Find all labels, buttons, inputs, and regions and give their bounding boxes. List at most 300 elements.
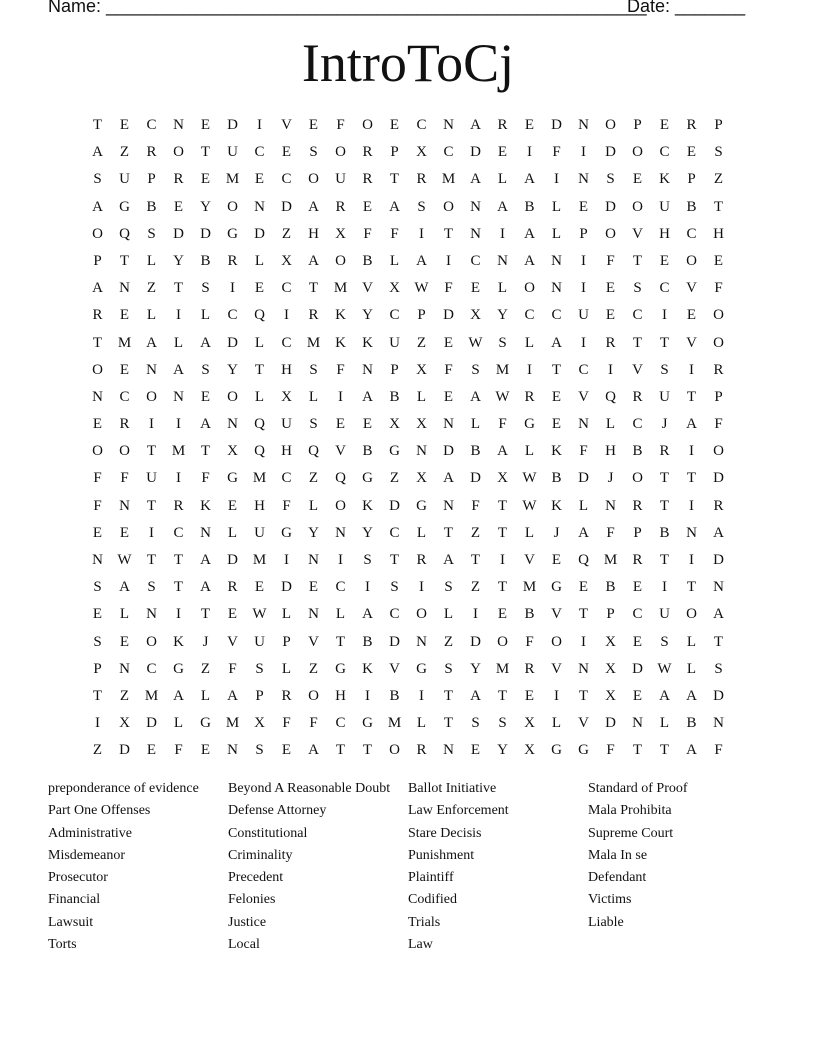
grid-letter[interactable]: T: [713, 198, 724, 215]
grid-letter[interactable]: T: [686, 388, 697, 405]
grid-letter[interactable]: A: [713, 606, 724, 623]
grid-letter[interactable]: E: [281, 144, 292, 161]
grid-letter[interactable]: O: [713, 334, 724, 351]
grid-letter[interactable]: N: [551, 280, 562, 297]
grid-letter[interactable]: L: [200, 687, 211, 704]
grid-letter[interactable]: Y: [470, 660, 481, 677]
grid-letter[interactable]: T: [92, 334, 103, 351]
grid-letter[interactable]: E: [443, 334, 454, 351]
grid-letter[interactable]: P: [282, 633, 291, 650]
grid-letter[interactable]: I: [500, 552, 505, 568]
grid-letter[interactable]: W: [522, 497, 537, 514]
grid-letter[interactable]: L: [497, 171, 508, 188]
grid-letter[interactable]: C: [119, 388, 130, 405]
grid-letter[interactable]: C: [281, 280, 292, 297]
grid-letter[interactable]: F: [471, 497, 480, 514]
grid-letter[interactable]: I: [419, 579, 424, 596]
grid-letter[interactable]: J: [553, 524, 560, 541]
grid-letter[interactable]: P: [687, 171, 696, 188]
grid-letter[interactable]: M: [225, 171, 240, 188]
grid-letter[interactable]: A: [686, 416, 697, 433]
grid-letter[interactable]: A: [308, 742, 319, 759]
grid-letter[interactable]: W: [657, 660, 672, 677]
grid-letter[interactable]: M: [171, 443, 186, 460]
grid-letter[interactable]: M: [495, 361, 510, 378]
grid-letter[interactable]: E: [200, 171, 211, 188]
grid-letter[interactable]: D: [632, 660, 643, 677]
grid-letter[interactable]: F: [282, 715, 291, 732]
grid-letter[interactable]: U: [281, 416, 292, 433]
grid-letter[interactable]: N: [92, 552, 103, 568]
grid-letter[interactable]: R: [227, 579, 238, 596]
grid-letter[interactable]: T: [578, 606, 589, 623]
grid-letter[interactable]: O: [632, 144, 643, 161]
grid-letter[interactable]: X: [281, 388, 292, 405]
grid-letter[interactable]: O: [605, 117, 616, 133]
grid-letter[interactable]: H: [281, 443, 292, 460]
date-field-label[interactable]: Date: _______: [627, 0, 746, 16]
grid-letter[interactable]: I: [284, 307, 289, 324]
grid-letter[interactable]: R: [281, 687, 292, 704]
grid-letter[interactable]: G: [389, 443, 400, 460]
grid-letter[interactable]: I: [365, 687, 370, 704]
grid-letter[interactable]: O: [632, 198, 643, 215]
grid-letter[interactable]: O: [686, 252, 697, 269]
grid-letter[interactable]: E: [254, 579, 265, 596]
grid-letter[interactable]: L: [254, 252, 265, 269]
grid-letter[interactable]: I: [581, 633, 586, 650]
grid-letter[interactable]: D: [578, 470, 589, 487]
grid-letter[interactable]: Z: [119, 687, 130, 704]
grid-letter[interactable]: E: [254, 280, 265, 297]
grid-letter[interactable]: S: [147, 225, 156, 242]
grid-letter[interactable]: A: [524, 171, 535, 188]
grid-letter[interactable]: D: [200, 225, 211, 242]
grid-letter[interactable]: N: [335, 524, 346, 541]
grid-letter[interactable]: N: [713, 715, 724, 732]
grid-letter[interactable]: L: [551, 225, 562, 242]
grid-letter[interactable]: T: [443, 225, 454, 242]
grid-letter[interactable]: B: [605, 579, 616, 596]
grid-letter[interactable]: B: [686, 198, 697, 215]
grid-letter[interactable]: A: [470, 687, 481, 704]
grid-letter[interactable]: A: [200, 552, 211, 568]
grid-letter[interactable]: I: [581, 144, 586, 161]
grid-letter[interactable]: N: [686, 524, 697, 541]
grid-letter[interactable]: E: [200, 117, 211, 133]
grid-letter[interactable]: K: [200, 497, 211, 514]
grid-letter[interactable]: B: [146, 198, 157, 215]
grid-letter[interactable]: N: [146, 361, 157, 378]
grid-letter[interactable]: Z: [308, 660, 319, 677]
grid-letter[interactable]: S: [93, 171, 102, 188]
grid-letter[interactable]: D: [713, 552, 724, 568]
grid-letter[interactable]: X: [605, 633, 616, 650]
grid-letter[interactable]: X: [416, 144, 427, 161]
grid-letter[interactable]: F: [228, 660, 237, 677]
grid-letter[interactable]: O: [227, 388, 238, 405]
grid-letter[interactable]: D: [470, 633, 481, 650]
grid-letter[interactable]: P: [417, 307, 426, 324]
grid-letter[interactable]: O: [308, 171, 319, 188]
grid-letter[interactable]: S: [363, 552, 372, 568]
grid-letter[interactable]: B: [362, 443, 373, 460]
grid-letter[interactable]: G: [227, 470, 238, 487]
grid-letter[interactable]: R: [524, 388, 535, 405]
grid-letter[interactable]: R: [227, 252, 238, 269]
grid-letter[interactable]: G: [362, 470, 373, 487]
grid-letter[interactable]: E: [200, 388, 211, 405]
grid-letter[interactable]: E: [632, 579, 643, 596]
grid-letter[interactable]: D: [713, 470, 724, 487]
grid-letter[interactable]: F: [579, 443, 588, 460]
grid-letter[interactable]: R: [416, 552, 427, 568]
grid-letter[interactable]: O: [146, 388, 157, 405]
grid-letter[interactable]: C: [416, 117, 427, 133]
grid-letter[interactable]: L: [524, 443, 535, 460]
grid-letter[interactable]: Z: [200, 660, 211, 677]
grid-letter[interactable]: N: [416, 633, 427, 650]
grid-letter[interactable]: M: [117, 334, 132, 351]
grid-letter[interactable]: E: [119, 361, 130, 378]
grid-letter[interactable]: L: [254, 334, 265, 351]
grid-letter[interactable]: T: [497, 497, 508, 514]
grid-letter[interactable]: F: [363, 225, 372, 242]
grid-letter[interactable]: C: [227, 307, 238, 324]
grid-letter[interactable]: P: [93, 252, 102, 269]
grid-letter[interactable]: X: [416, 470, 427, 487]
grid-letter[interactable]: N: [254, 198, 265, 215]
grid-letter[interactable]: X: [416, 416, 427, 433]
grid-letter[interactable]: Z: [119, 144, 130, 161]
grid-letter[interactable]: T: [443, 715, 454, 732]
grid-letter[interactable]: W: [495, 388, 510, 405]
grid-letter[interactable]: E: [335, 416, 346, 433]
grid-letter[interactable]: A: [200, 416, 211, 433]
grid-letter[interactable]: T: [146, 443, 157, 460]
grid-letter[interactable]: S: [390, 579, 399, 596]
grid-letter[interactable]: S: [444, 660, 453, 677]
grid-letter[interactable]: N: [119, 497, 130, 514]
grid-letter[interactable]: L: [308, 388, 319, 405]
grid-letter[interactable]: L: [686, 633, 697, 650]
grid-letter[interactable]: R: [605, 334, 616, 351]
grid-letter[interactable]: E: [686, 307, 697, 324]
grid-letter[interactable]: C: [551, 307, 562, 324]
grid-letter[interactable]: V: [389, 660, 400, 677]
grid-letter[interactable]: E: [551, 552, 562, 568]
grid-letter[interactable]: R: [632, 388, 643, 405]
grid-letter[interactable]: Z: [416, 334, 427, 351]
grid-letter[interactable]: B: [686, 715, 697, 732]
grid-letter[interactable]: S: [660, 361, 669, 378]
grid-letter[interactable]: T: [146, 497, 157, 514]
grid-letter[interactable]: Q: [605, 388, 616, 405]
grid-letter[interactable]: V: [335, 443, 346, 460]
grid-letter[interactable]: Q: [254, 307, 265, 324]
grid-letter[interactable]: V: [308, 633, 319, 650]
grid-letter[interactable]: A: [92, 198, 103, 215]
grid-letter[interactable]: N: [443, 742, 454, 759]
grid-letter[interactable]: M: [495, 660, 510, 677]
grid-letter[interactable]: R: [632, 552, 643, 568]
grid-letter[interactable]: L: [443, 606, 454, 623]
grid-letter[interactable]: E: [578, 579, 589, 596]
grid-letter[interactable]: C: [389, 524, 400, 541]
grid-letter[interactable]: I: [662, 579, 667, 596]
grid-letter[interactable]: N: [443, 416, 454, 433]
grid-letter[interactable]: N: [497, 252, 508, 269]
grid-letter[interactable]: E: [659, 252, 670, 269]
grid-letter[interactable]: T: [497, 687, 508, 704]
grid-letter[interactable]: T: [497, 524, 508, 541]
grid-letter[interactable]: L: [605, 416, 616, 433]
grid-letter[interactable]: K: [362, 334, 373, 351]
grid-letter[interactable]: L: [524, 524, 535, 541]
grid-letter[interactable]: N: [119, 660, 130, 677]
grid-letter[interactable]: L: [389, 252, 400, 269]
grid-letter[interactable]: T: [470, 552, 481, 568]
grid-letter[interactable]: O: [92, 443, 103, 460]
grid-letter[interactable]: V: [551, 660, 562, 677]
grid-letter[interactable]: I: [95, 715, 100, 732]
grid-letter[interactable]: O: [686, 606, 697, 623]
grid-letter[interactable]: C: [659, 144, 670, 161]
grid-letter[interactable]: H: [605, 443, 616, 460]
grid-letter[interactable]: C: [146, 660, 157, 677]
grid-letter[interactable]: D: [254, 225, 265, 242]
grid-letter[interactable]: O: [173, 144, 184, 161]
grid-letter[interactable]: N: [578, 171, 589, 188]
grid-letter[interactable]: L: [470, 416, 481, 433]
grid-letter[interactable]: L: [173, 334, 184, 351]
grid-letter[interactable]: M: [225, 715, 240, 732]
grid-letter[interactable]: C: [470, 252, 481, 269]
grid-letter[interactable]: I: [581, 252, 586, 269]
grid-letter[interactable]: F: [93, 497, 102, 514]
grid-letter[interactable]: F: [309, 715, 318, 732]
grid-letter[interactable]: E: [119, 117, 130, 133]
grid-letter[interactable]: U: [227, 144, 238, 161]
grid-letter[interactable]: B: [389, 388, 400, 405]
grid-letter[interactable]: N: [443, 117, 454, 133]
grid-letter[interactable]: P: [579, 225, 588, 242]
grid-letter[interactable]: F: [606, 524, 615, 541]
grid-letter[interactable]: K: [362, 497, 373, 514]
grid-letter[interactable]: F: [336, 117, 345, 133]
grid-letter[interactable]: D: [470, 144, 481, 161]
grid-letter[interactable]: N: [416, 443, 427, 460]
grid-letter[interactable]: A: [308, 252, 319, 269]
grid-letter[interactable]: U: [578, 307, 589, 324]
grid-letter[interactable]: V: [578, 388, 589, 405]
grid-letter[interactable]: I: [230, 280, 235, 297]
grid-letter[interactable]: C: [578, 361, 589, 378]
grid-letter[interactable]: V: [686, 334, 697, 351]
grid-letter[interactable]: A: [200, 334, 211, 351]
grid-letter[interactable]: I: [500, 225, 505, 242]
grid-letter[interactable]: X: [281, 252, 292, 269]
grid-letter[interactable]: X: [524, 715, 535, 732]
grid-letter[interactable]: E: [497, 144, 508, 161]
grid-letter[interactable]: G: [335, 660, 346, 677]
grid-letter[interactable]: V: [281, 117, 292, 133]
grid-letter[interactable]: M: [603, 552, 618, 568]
grid-letter[interactable]: X: [416, 361, 427, 378]
grid-letter[interactable]: T: [659, 497, 670, 514]
grid-letter[interactable]: Z: [470, 579, 481, 596]
grid-letter[interactable]: S: [660, 633, 669, 650]
grid-letter[interactable]: D: [470, 470, 481, 487]
grid-letter[interactable]: T: [389, 171, 400, 188]
grid-letter[interactable]: E: [605, 307, 616, 324]
grid-letter[interactable]: F: [444, 361, 453, 378]
grid-letter[interactable]: L: [416, 715, 427, 732]
grid-letter[interactable]: A: [551, 334, 562, 351]
grid-letter[interactable]: A: [443, 552, 454, 568]
grid-letter[interactable]: R: [659, 443, 670, 460]
grid-letter[interactable]: R: [173, 171, 184, 188]
grid-letter[interactable]: S: [255, 742, 264, 759]
grid-letter[interactable]: N: [200, 524, 211, 541]
grid-letter[interactable]: I: [176, 606, 181, 623]
grid-letter[interactable]: D: [713, 687, 724, 704]
grid-letter[interactable]: X: [497, 470, 508, 487]
grid-letter[interactable]: C: [632, 416, 643, 433]
grid-letter[interactable]: I: [419, 225, 424, 242]
grid-letter[interactable]: P: [606, 606, 615, 623]
grid-letter[interactable]: H: [308, 225, 319, 242]
grid-letter[interactable]: F: [498, 416, 507, 433]
grid-letter[interactable]: X: [119, 715, 130, 732]
grid-letter[interactable]: N: [551, 252, 562, 269]
grid-letter[interactable]: T: [632, 742, 643, 759]
grid-letter[interactable]: A: [308, 198, 319, 215]
grid-letter[interactable]: O: [335, 497, 346, 514]
grid-letter[interactable]: O: [551, 633, 562, 650]
grid-letter[interactable]: E: [173, 198, 184, 215]
grid-letter[interactable]: M: [252, 470, 267, 487]
grid-letter[interactable]: E: [362, 416, 373, 433]
grid-letter[interactable]: I: [365, 579, 370, 596]
grid-letter[interactable]: X: [389, 416, 400, 433]
grid-letter[interactable]: T: [92, 687, 103, 704]
grid-letter[interactable]: M: [522, 579, 537, 596]
grid-letter[interactable]: D: [281, 579, 292, 596]
grid-letter[interactable]: N: [470, 225, 481, 242]
grid-letter[interactable]: O: [227, 198, 238, 215]
grid-letter[interactable]: F: [93, 470, 102, 487]
grid-letter[interactable]: S: [201, 361, 210, 378]
grid-letter[interactable]: Q: [119, 225, 130, 242]
grid-letter[interactable]: T: [200, 606, 211, 623]
grid-letter[interactable]: N: [173, 117, 184, 133]
grid-letter[interactable]: D: [389, 633, 400, 650]
grid-letter[interactable]: T: [173, 579, 184, 596]
grid-letter[interactable]: D: [146, 715, 157, 732]
grid-letter[interactable]: T: [92, 117, 103, 133]
grid-letter[interactable]: Z: [146, 280, 157, 297]
grid-letter[interactable]: C: [443, 144, 454, 161]
grid-letter[interactable]: G: [416, 660, 427, 677]
grid-letter[interactable]: L: [227, 524, 238, 541]
grid-letter[interactable]: B: [659, 524, 670, 541]
grid-letter[interactable]: I: [527, 144, 532, 161]
grid-letter[interactable]: T: [659, 552, 670, 568]
grid-letter[interactable]: I: [419, 687, 424, 704]
grid-letter[interactable]: D: [443, 443, 454, 460]
name-field-label[interactable]: Name: ______________________________________________________: [48, 0, 647, 16]
grid-letter[interactable]: A: [497, 198, 508, 215]
grid-letter[interactable]: E: [686, 144, 697, 161]
grid-letter[interactable]: I: [149, 416, 154, 433]
grid-letter[interactable]: O: [443, 198, 454, 215]
grid-letter[interactable]: E: [605, 280, 616, 297]
grid-letter[interactable]: X: [389, 280, 400, 297]
grid-letter[interactable]: K: [659, 171, 670, 188]
grid-letter[interactable]: I: [581, 280, 586, 297]
grid-letter[interactable]: P: [633, 117, 642, 133]
grid-letter[interactable]: L: [524, 334, 535, 351]
grid-letter[interactable]: M: [144, 687, 159, 704]
grid-letter[interactable]: I: [284, 552, 289, 568]
grid-letter[interactable]: I: [662, 307, 667, 324]
grid-letter[interactable]: O: [389, 742, 400, 759]
grid-letter[interactable]: I: [473, 606, 478, 623]
grid-letter[interactable]: Z: [308, 470, 319, 487]
grid-letter[interactable]: I: [149, 524, 154, 541]
grid-letter[interactable]: E: [659, 117, 670, 133]
grid-letter[interactable]: I: [608, 361, 613, 378]
grid-letter[interactable]: F: [525, 633, 534, 650]
grid-letter[interactable]: T: [686, 470, 697, 487]
grid-letter[interactable]: N: [713, 579, 724, 596]
grid-letter[interactable]: E: [497, 606, 508, 623]
grid-letter[interactable]: K: [551, 443, 562, 460]
grid-letter[interactable]: O: [92, 361, 103, 378]
grid-letter[interactable]: S: [471, 361, 480, 378]
grid-letter[interactable]: L: [173, 715, 184, 732]
grid-letter[interactable]: F: [444, 280, 453, 297]
grid-letter[interactable]: T: [200, 144, 211, 161]
grid-letter[interactable]: V: [686, 280, 697, 297]
grid-letter[interactable]: L: [578, 497, 589, 514]
grid-letter[interactable]: C: [524, 307, 535, 324]
grid-letter[interactable]: H: [713, 225, 724, 242]
grid-letter[interactable]: E: [389, 117, 400, 133]
grid-letter[interactable]: I: [581, 334, 586, 351]
grid-letter[interactable]: O: [146, 633, 157, 650]
grid-letter[interactable]: D: [119, 742, 130, 759]
grid-letter[interactable]: B: [362, 633, 373, 650]
grid-letter[interactable]: D: [227, 552, 238, 568]
grid-letter[interactable]: N: [578, 117, 589, 133]
grid-letter[interactable]: T: [200, 443, 211, 460]
grid-letter[interactable]: A: [119, 579, 130, 596]
grid-letter[interactable]: V: [551, 606, 562, 623]
grid-letter[interactable]: S: [498, 715, 507, 732]
grid-letter[interactable]: T: [659, 334, 670, 351]
grid-letter[interactable]: R: [632, 497, 643, 514]
grid-letter[interactable]: Z: [389, 470, 400, 487]
grid-letter[interactable]: A: [389, 198, 400, 215]
grid-letter[interactable]: T: [254, 361, 265, 378]
grid-letter[interactable]: U: [659, 606, 670, 623]
grid-letter[interactable]: B: [389, 687, 400, 704]
grid-letter[interactable]: I: [338, 388, 343, 405]
grid-letter[interactable]: I: [554, 687, 559, 704]
grid-letter[interactable]: T: [173, 552, 184, 568]
